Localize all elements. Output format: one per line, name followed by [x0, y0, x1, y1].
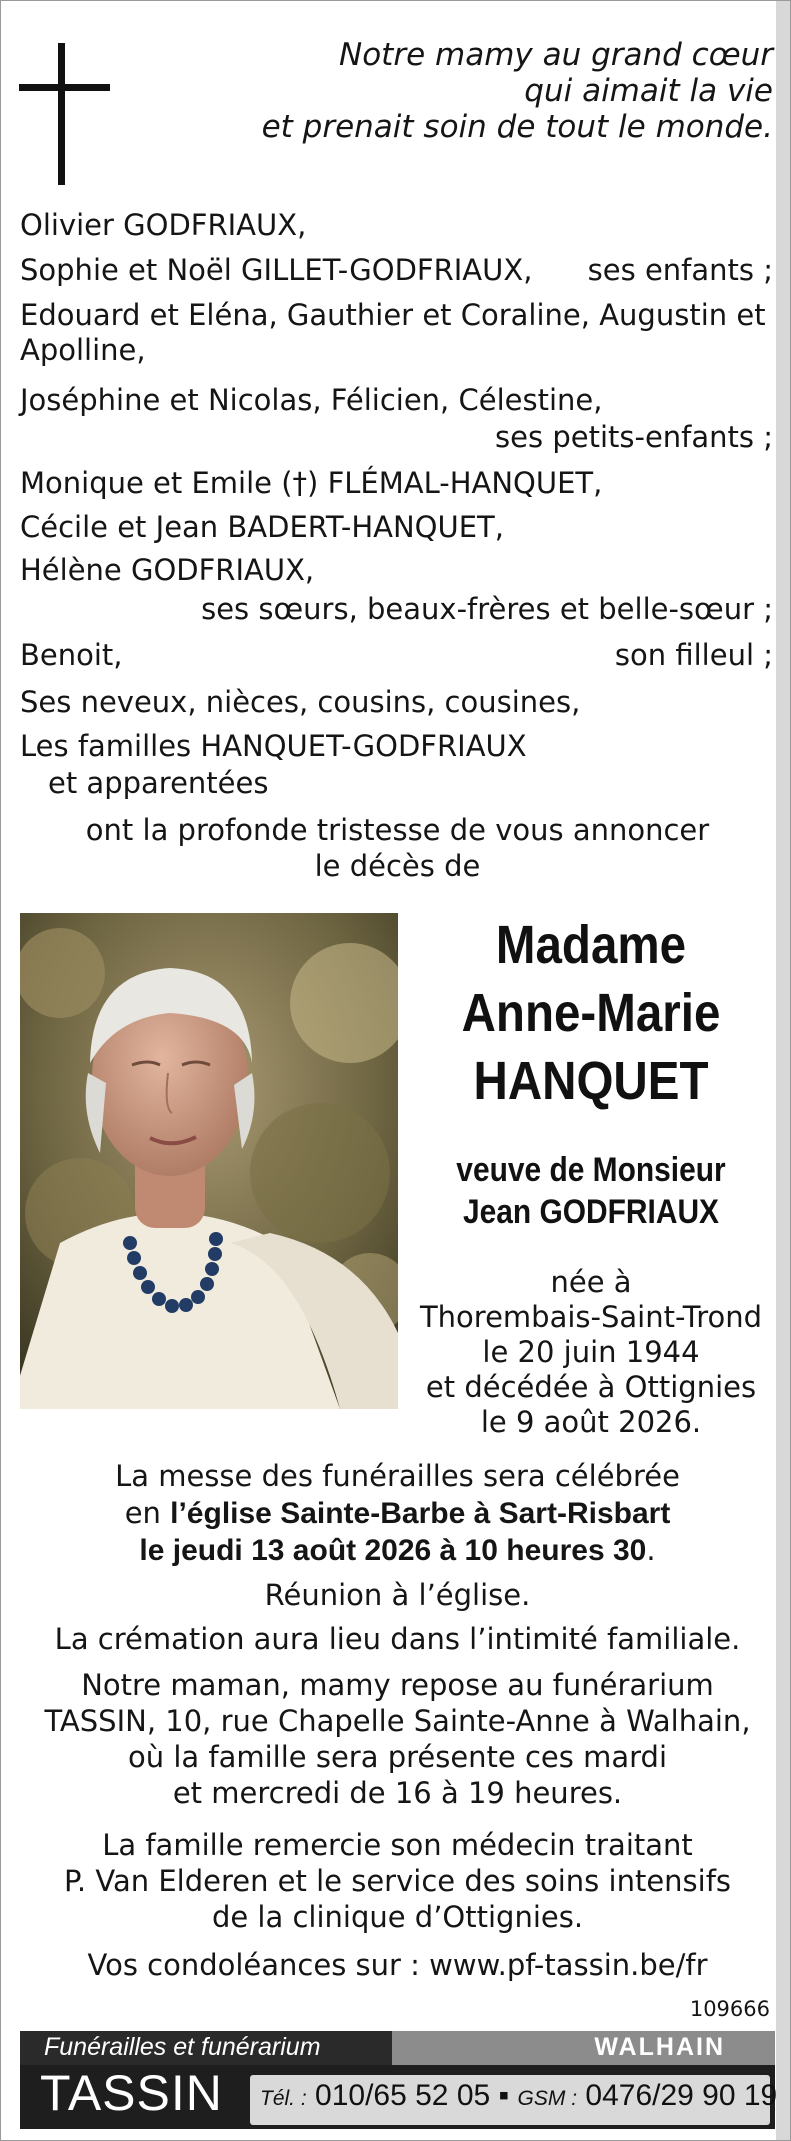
widow-line: veuve de Monsieur [456, 1151, 726, 1189]
name-first: Anne-Marie [461, 983, 721, 1043]
banner-city: WALHAIN [594, 2033, 725, 2061]
meeting-line: Réunion à l’église. [264, 1578, 531, 1612]
separator: ▪ [498, 2079, 510, 2112]
service-prefix: en [124, 1496, 171, 1530]
right-border [776, 1, 790, 2140]
funerarium-line: Notre maman, mamy repose au funérarium [81, 1668, 714, 1702]
name-last: HANQUET [473, 1051, 709, 1111]
relation-label: ses enfants ; [587, 253, 773, 287]
thanks-line: P. Van Elderen et le service des soins intensifs [63, 1864, 732, 1898]
birth-line: le 20 juin 1944 [482, 1335, 700, 1369]
family-line: Monique et Emile (†) FLÉMAL-HANQUET, [20, 466, 603, 500]
epitaph-line: Notre mamy au grand cœur [339, 37, 773, 73]
widow-info [411, 1149, 771, 1233]
family-line: Ses neveux, nièces, cousins, cousines, [20, 685, 581, 719]
epitaph-line: et prenait soin de tout le monde. [261, 109, 773, 145]
service-date [20, 1532, 775, 1569]
gsm-number: 0476/29 90 19 [585, 2079, 778, 2112]
funerarium-line: où la famille sera présente ces mardi [127, 1740, 668, 1774]
relation-label: ses sœurs, beaux-frères et belle-sœur ; [201, 592, 773, 626]
birth-line: Thorembais-Saint-Trond [419, 1300, 763, 1334]
funerarium-line: et mercredi de 16 à 19 heures. [172, 1776, 623, 1810]
birth-death-info [411, 1265, 771, 1440]
family-line: Joséphine et Nicolas, Félicien, Célestine, [20, 383, 603, 417]
relation-label: son filleul ; [614, 638, 773, 672]
birth-line: et décédée à Ottignies [425, 1370, 757, 1404]
thanks-line: de la clinique d’Ottignies. [211, 1900, 584, 1934]
family-line: et apparentées [48, 766, 269, 800]
family-line: Cécile et Jean BADERT-HANQUET, [20, 510, 504, 544]
gsm-label: GSM : [517, 2087, 578, 2110]
birth-line: le 9 août 2026. [480, 1405, 702, 1439]
funerarium-line: TASSIN, 10, rue Chapelle Sainte-Anne à Walhain, [44, 1704, 751, 1738]
thanks-line: La famille remercie son médecin traitant [102, 1828, 693, 1862]
epitaph-line: qui aimait la vie [524, 73, 773, 109]
funeral-home-banner [20, 2031, 778, 2129]
service-location [20, 1495, 775, 1532]
family-line: Les familles HANQUET-GODFRIAUX [20, 729, 527, 763]
service-line: La messe des funérailles sera célébrée [115, 1459, 680, 1493]
banner-subtitle: Funérailles et funérarium [44, 2033, 321, 2061]
condolences-line: Vos condoléances sur : www.pf-tassin.be/fr [87, 1948, 708, 1982]
banner-phones [260, 2079, 777, 2113]
family-line: Sophie et Noël GILLET-GODFRIAUX, [20, 253, 533, 287]
tel-label: Tél. : [260, 2087, 307, 2110]
announcement-line: ont la profonde tristesse de vous annoncer [85, 813, 710, 847]
cremation-line: La crémation aura lieu dans l’intimité familiale. [54, 1622, 741, 1656]
birth-line: née à [550, 1265, 632, 1299]
church-name: l’église Sainte-Barbe à Sart-Risbart [170, 1497, 671, 1530]
family-line: Benoit, [20, 638, 123, 672]
family-line: Edouard et Eléna, Gauthier et Coraline, Augustin et [20, 298, 766, 332]
service-period: . [646, 1533, 656, 1567]
family-line: Hélène GODFRIAUX, [20, 553, 315, 587]
portrait-photo [20, 913, 398, 1409]
family-line: Apolline, [20, 333, 146, 367]
tel-number: 010/65 52 05 [315, 2079, 491, 2112]
reference-number: 109666 [689, 1997, 770, 2021]
deceased-name [411, 911, 771, 1115]
banner-brand: TASSIN [40, 2065, 223, 2121]
announcement-line: le décès de [314, 849, 481, 883]
widow-line: Jean GODFRIAUX [462, 1193, 720, 1231]
epitaph [262, 37, 773, 145]
relation-label: ses petits-enfants ; [495, 420, 773, 454]
family-line: Olivier GODFRIAUX, [20, 208, 307, 242]
service-datetime: le jeudi 13 août 2026 à 10 heures 30 [139, 1534, 647, 1567]
name-title: Madame [495, 915, 687, 975]
